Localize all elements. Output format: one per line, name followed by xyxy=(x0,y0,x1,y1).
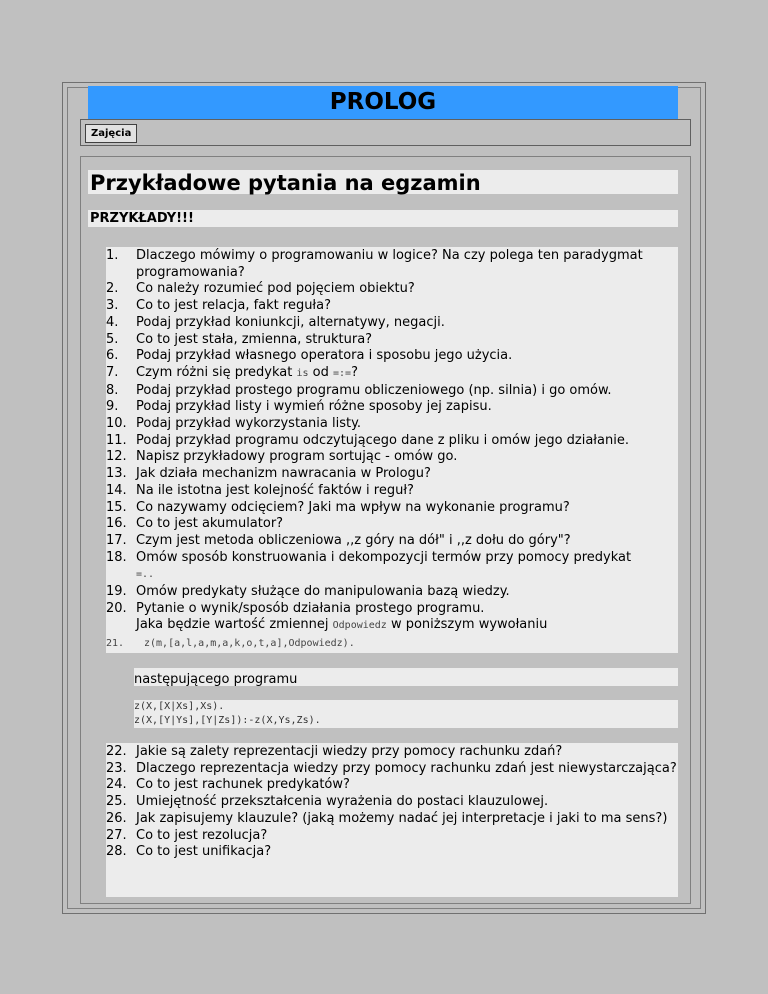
question-item xyxy=(106,828,678,845)
question-number: 2. xyxy=(106,281,119,297)
question-text: Dlaczego reprezentacja wiedzy przy pomocy rachunku zdań jest niewystarczająca? xyxy=(136,760,677,776)
question-text: Co to jest relacja, fakt reguła? xyxy=(136,298,331,314)
nav-link-zajecia[interactable]: Zajęcia xyxy=(85,124,137,143)
question-item xyxy=(106,383,678,400)
question-text: Co to jest rezolucja? xyxy=(136,827,268,843)
question-number: 23. xyxy=(106,760,127,776)
question-text: od xyxy=(308,364,334,380)
question-text: Na ile istotna jest kolejność faktów i reguł? xyxy=(136,482,414,498)
question-number: 4. xyxy=(106,314,119,330)
question-item xyxy=(106,348,678,365)
question-item xyxy=(106,466,678,483)
question-text: Podaj przykład koniunkcji, alternatywy, negacji. xyxy=(136,314,445,330)
question-item xyxy=(106,550,678,584)
question-text: Czym różni się predykat xyxy=(136,364,297,380)
question-item xyxy=(106,584,678,601)
question-text: Omów predykaty służące do manipulowania bazą wiedzy. xyxy=(136,584,510,600)
page-title: Przykładowe pytania na egzamin xyxy=(88,170,678,194)
question-number: 1. xyxy=(106,248,119,263)
question-number: 8. xyxy=(106,382,119,398)
question-text: Pytanie o wynik/sposób działania prostego programu. xyxy=(136,600,485,616)
question-item xyxy=(106,433,678,450)
question-text: Podaj przykład wykorzystania listy. xyxy=(136,416,362,432)
question-number: 15. xyxy=(106,499,127,515)
question-number: 12. xyxy=(106,449,127,465)
question-text: Podaj przykład listy i wymień różne sposoby jej zapisu. xyxy=(136,399,492,415)
question-item xyxy=(106,811,678,828)
question-text: Umiejętność przekształcenia wyrażenia do postaci klauzulowej. xyxy=(136,794,549,810)
header-title: PROLOG xyxy=(329,89,437,115)
question-text: ? xyxy=(351,364,358,380)
question-21-number: 21. xyxy=(106,638,125,649)
question-text: Podaj przykład prostego programu obliczeniowego (np. silnia) i go omów. xyxy=(136,382,612,398)
nav-bar xyxy=(80,119,691,146)
question-code: is xyxy=(296,367,309,379)
question-number: 9. xyxy=(106,399,119,415)
question-item xyxy=(106,761,678,778)
question-item xyxy=(106,416,678,433)
question-number: 14. xyxy=(106,482,127,498)
question-number: 19. xyxy=(106,584,127,600)
question-text: Co to jest rachunek predykatów? xyxy=(136,777,350,793)
question-item xyxy=(106,500,678,517)
question-number: 27. xyxy=(106,827,127,843)
question-number: 3. xyxy=(106,298,119,314)
question-item xyxy=(106,533,678,550)
question-number: 22. xyxy=(106,744,127,759)
question-code: Odpowiedz xyxy=(332,620,387,632)
questions-list-b-box xyxy=(106,743,678,897)
question-number: 18. xyxy=(106,549,127,565)
following-label: następującego programu xyxy=(134,672,298,687)
question-text: Podaj przykład własnego operatora i sposobu jego użycia. xyxy=(136,348,513,364)
question-text: Co należy rozumieć pod pojęciem obiektu? xyxy=(136,281,415,297)
question-text: Napisz przykładowy program sortując - omów go. xyxy=(136,449,458,465)
question-text: Jakie są zalety reprezentacji wiedzy przy pomocy rachunku zdań? xyxy=(136,744,563,759)
question-item xyxy=(106,365,678,383)
question-number: 11. xyxy=(106,432,127,448)
question-item xyxy=(106,601,678,635)
question-number: 5. xyxy=(106,331,119,347)
question-number: 16. xyxy=(106,516,127,532)
question-number: 24. xyxy=(106,777,127,793)
questions-list-a-box xyxy=(106,247,678,650)
question-code: =:= xyxy=(333,367,352,379)
question-item xyxy=(106,315,678,332)
question-text: Omów sposób konstruowania i dekompozycji termów przy pomocy predykat xyxy=(136,549,632,565)
question-item xyxy=(106,516,678,533)
question-item xyxy=(106,298,678,315)
question-21-box xyxy=(106,636,678,653)
question-text: Dlaczego mówimy o programowaniu w logice? Na czy polega ten paradygmat programowania? xyxy=(136,248,643,280)
questions-list-b xyxy=(106,743,678,861)
question-item xyxy=(106,744,678,761)
question-item xyxy=(106,248,678,281)
question-21-code: z(m,[a,l,a,m,a,k,o,t,a],Odpowiedz). xyxy=(144,638,355,649)
question-text: Jak działa mechanizm nawracania w Prologu? xyxy=(136,466,431,482)
question-text: Podaj przykład programu odczytującego dane z pliku i omów jego działanie. xyxy=(136,432,629,448)
question-text: Jaka będzie wartość zmiennej xyxy=(136,617,333,633)
question-item xyxy=(106,483,678,500)
question-number: 6. xyxy=(106,348,119,364)
question-text: Czym jest metoda obliczeniowa ,,z góry na dół" i ,,z dołu do góry"? xyxy=(136,532,571,548)
questions-list-a xyxy=(106,247,678,635)
header-banner xyxy=(88,86,678,119)
question-item xyxy=(106,844,678,861)
question-text: Co nazywamy odcięciem? Jaki ma wpływ na wykonanie programu? xyxy=(136,499,570,515)
question-number: 10. xyxy=(106,416,127,432)
question-item xyxy=(106,449,678,466)
question-number: 28. xyxy=(106,844,127,860)
question-number: 26. xyxy=(106,810,127,826)
question-item xyxy=(106,281,678,298)
question-text: Jak zapisujemy klauzule? (jaką możemy nadać jej interpretacje i jaki to ma sens?) xyxy=(136,810,668,826)
program-code-box xyxy=(134,700,678,728)
question-item xyxy=(106,399,678,416)
program-line-2: z(X,[Y|Ys],[Y|Zs]):-z(X,Ys,Zs). xyxy=(134,715,321,726)
question-item xyxy=(106,332,678,349)
program-line-1: z(X,[X|Xs],Xs). xyxy=(134,701,225,712)
question-text: Co to jest akumulator? xyxy=(136,516,284,532)
question-text: Co to jest stała, zmienna, struktura? xyxy=(136,331,373,347)
question-number: 25. xyxy=(106,794,127,810)
question-number: 7. xyxy=(106,364,119,380)
page-subtitle: PRZYKŁADY!!! xyxy=(88,210,678,227)
question-item xyxy=(106,794,678,811)
question-number: 17. xyxy=(106,532,127,548)
question-number: 20. xyxy=(106,600,127,616)
question-item xyxy=(106,777,678,794)
question-text: Co to jest unifikacja? xyxy=(136,844,272,860)
question-text: w poniższym wywołaniu xyxy=(386,617,548,633)
question-number: 13. xyxy=(106,466,127,482)
question-code: =.. xyxy=(136,569,155,581)
following-label-box xyxy=(134,668,678,686)
